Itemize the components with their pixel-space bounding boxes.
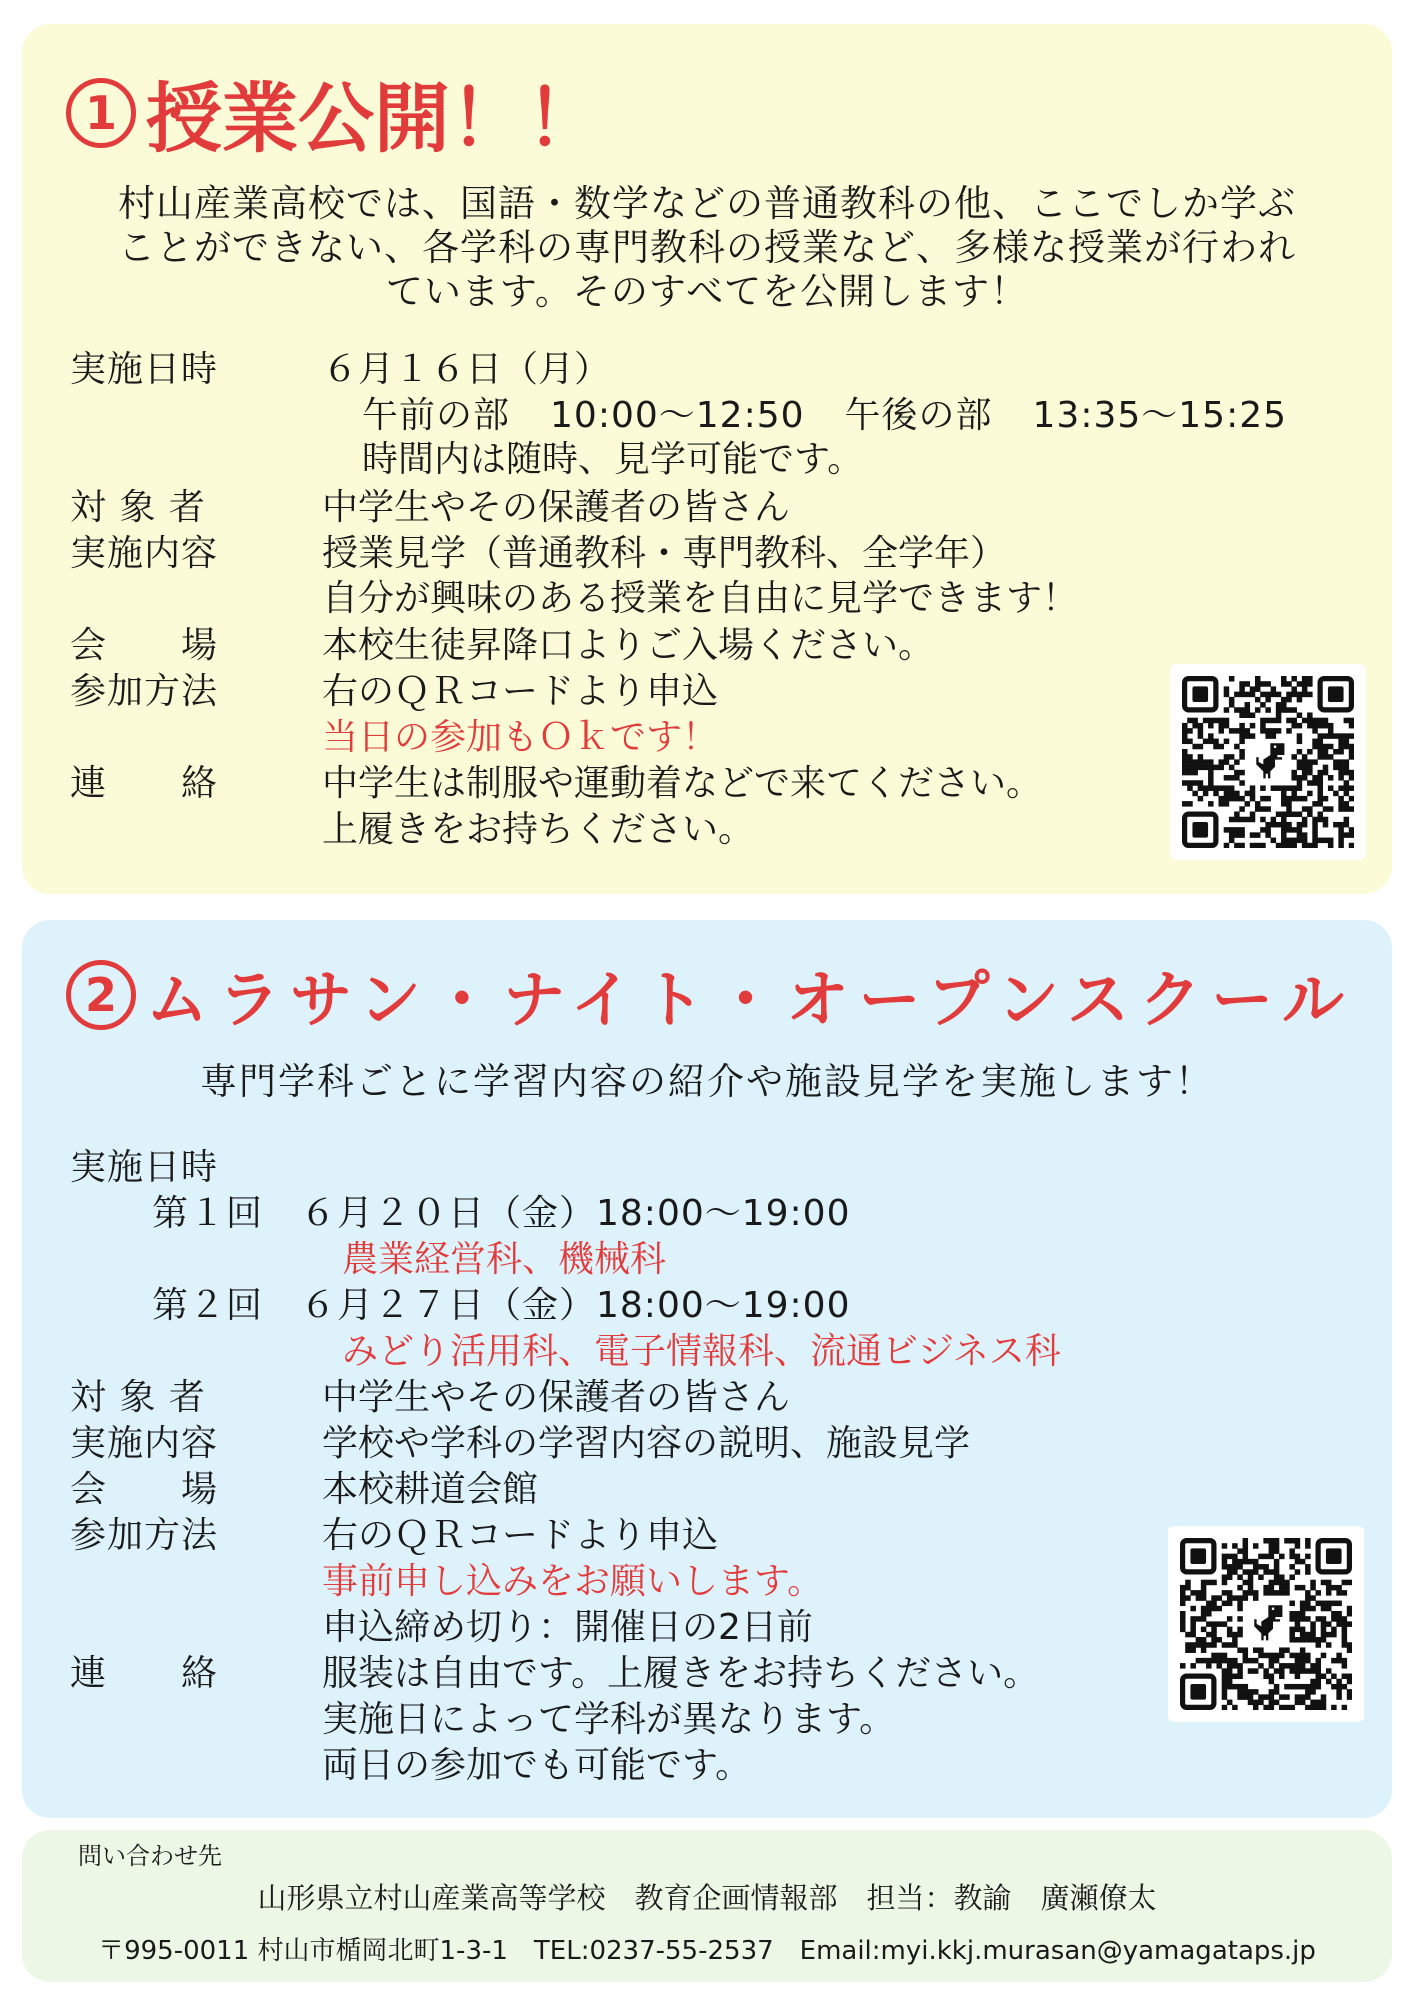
target-label: 対 象 者 <box>70 1377 206 1418</box>
round1-schedule: 第１回 ６月２０日（金）18:00～19:00 <box>152 1193 851 1234</box>
target-value: 中学生やその保護者の皆さん <box>322 487 791 528</box>
dinosaur-icon <box>1254 1605 1282 1640</box>
intro-line-2: ことができない、各学科の専門教科の授業など、多様な授業が行われ <box>118 226 1296 269</box>
method-label: 参加方法 <box>70 671 219 712</box>
inquiry-address: 〒995-0011 村山市楯岡北町1-3-1 TEL:0237-55-2537 Email:myi.kkj.murasan@yamagataps.jp <box>98 1936 1316 1966</box>
contact-value: 服装は自由です。上履きをお持ちください。 <box>322 1653 1040 1694</box>
contact-note: 上履きをお持ちください。 <box>322 809 755 850</box>
section1-title: 授業公開！！ <box>146 74 602 163</box>
content-value: 授業見学（普通教科・専門教科、全学年） <box>322 533 1007 574</box>
section2-intro: 専門学科ごとに学習内容の紹介や施設見学を実施します！ <box>200 1060 1214 1103</box>
method-value: 右のＱＲコードより申込 <box>322 1515 719 1556</box>
round2-departments: みどり活用科、電子情報科、流通ビジネス科 <box>342 1331 1061 1372</box>
venue-value: 本校生徒昇降口よりご入場ください。 <box>322 625 935 666</box>
target-value: 中学生やその保護者の皆さん <box>322 1377 791 1418</box>
section2-heading <box>66 950 1354 1039</box>
afternoon-time: 13:35～15:25 <box>1032 395 1288 436</box>
morning-label: 午前の部 <box>362 395 511 436</box>
section2-number: 2 <box>66 960 136 1030</box>
inquiry-organization: 山形県立村山産業高等学校 教育企画情報部 担当：教諭 廣瀬僚太 <box>257 1881 1157 1915</box>
method-value: 右のＱＲコードより申込 <box>322 671 719 712</box>
round2-schedule: 第２回 ６月２７日（金）18:00～19:00 <box>152 1285 851 1326</box>
section1-intro <box>22 182 1392 314</box>
qr-code-icon[interactable] <box>1170 664 1366 860</box>
section2-title: ムラサン・ナイト・オープンスクール <box>146 963 1354 1036</box>
date-value: ６月１６日（月） <box>322 349 611 390</box>
venue-value: 本校耕道会館 <box>322 1469 539 1510</box>
morning-time: 10:00～12:50 <box>550 395 805 436</box>
content-label: 実施内容 <box>70 533 219 574</box>
method-note: 当日の参加もＯｋです！ <box>322 717 719 758</box>
class-observation-panel <box>22 24 1392 894</box>
date-label: 実施日時 <box>70 349 219 390</box>
section1-number: 1 <box>66 78 136 148</box>
method-label: 参加方法 <box>70 1515 219 1556</box>
round1-departments: 農業経営科、機械科 <box>342 1239 667 1280</box>
time-note: 時間内は随時、見学可能です。 <box>362 439 864 480</box>
content-value: 学校や学科の学習内容の説明、施設見学 <box>322 1423 971 1464</box>
contact-value: 中学生は制服や運動着などで来てください。 <box>322 763 1043 804</box>
deadline: 申込締め切り：開催日の2日前 <box>322 1607 813 1648</box>
content-label: 実施内容 <box>70 1423 219 1464</box>
contact-label: 連 絡 <box>70 763 219 804</box>
qr-code-icon[interactable] <box>1168 1526 1364 1722</box>
contact-note-2: 両日の参加でも可能です。 <box>322 1745 752 1786</box>
afternoon-label: 午後の部 <box>844 395 993 436</box>
intro-line-3: ています。そのすべてを公開します！ <box>385 270 1029 313</box>
intro-line-1: 村山産業高校では、国語・数学などの普通教科の他、ここでしか学ぶ <box>118 182 1296 225</box>
date-label: 実施日時 <box>70 1147 219 1188</box>
night-open-school-panel <box>22 920 1392 1818</box>
qr-code-graphic <box>1182 676 1354 848</box>
venue-label: 会 場 <box>70 1469 219 1510</box>
time-schedule <box>362 394 1327 438</box>
contact-label: 連 絡 <box>70 1653 219 1694</box>
target-label: 対 象 者 <box>70 487 206 528</box>
contact-note: 実施日によって学科が異なります。 <box>322 1699 896 1740</box>
section1-heading <box>66 58 602 167</box>
dinosaur-icon <box>1256 743 1284 778</box>
venue-label: 会 場 <box>70 625 219 666</box>
qr-code-graphic <box>1180 1538 1352 1710</box>
content-note: 自分が興味のある授業を自由に見学できます！ <box>322 578 1079 619</box>
method-note: 事前申し込みをお願いします。 <box>322 1561 824 1602</box>
inquiry-panel <box>22 1830 1392 1982</box>
inquiry-title: 問い合わせ先 <box>78 1842 222 1870</box>
